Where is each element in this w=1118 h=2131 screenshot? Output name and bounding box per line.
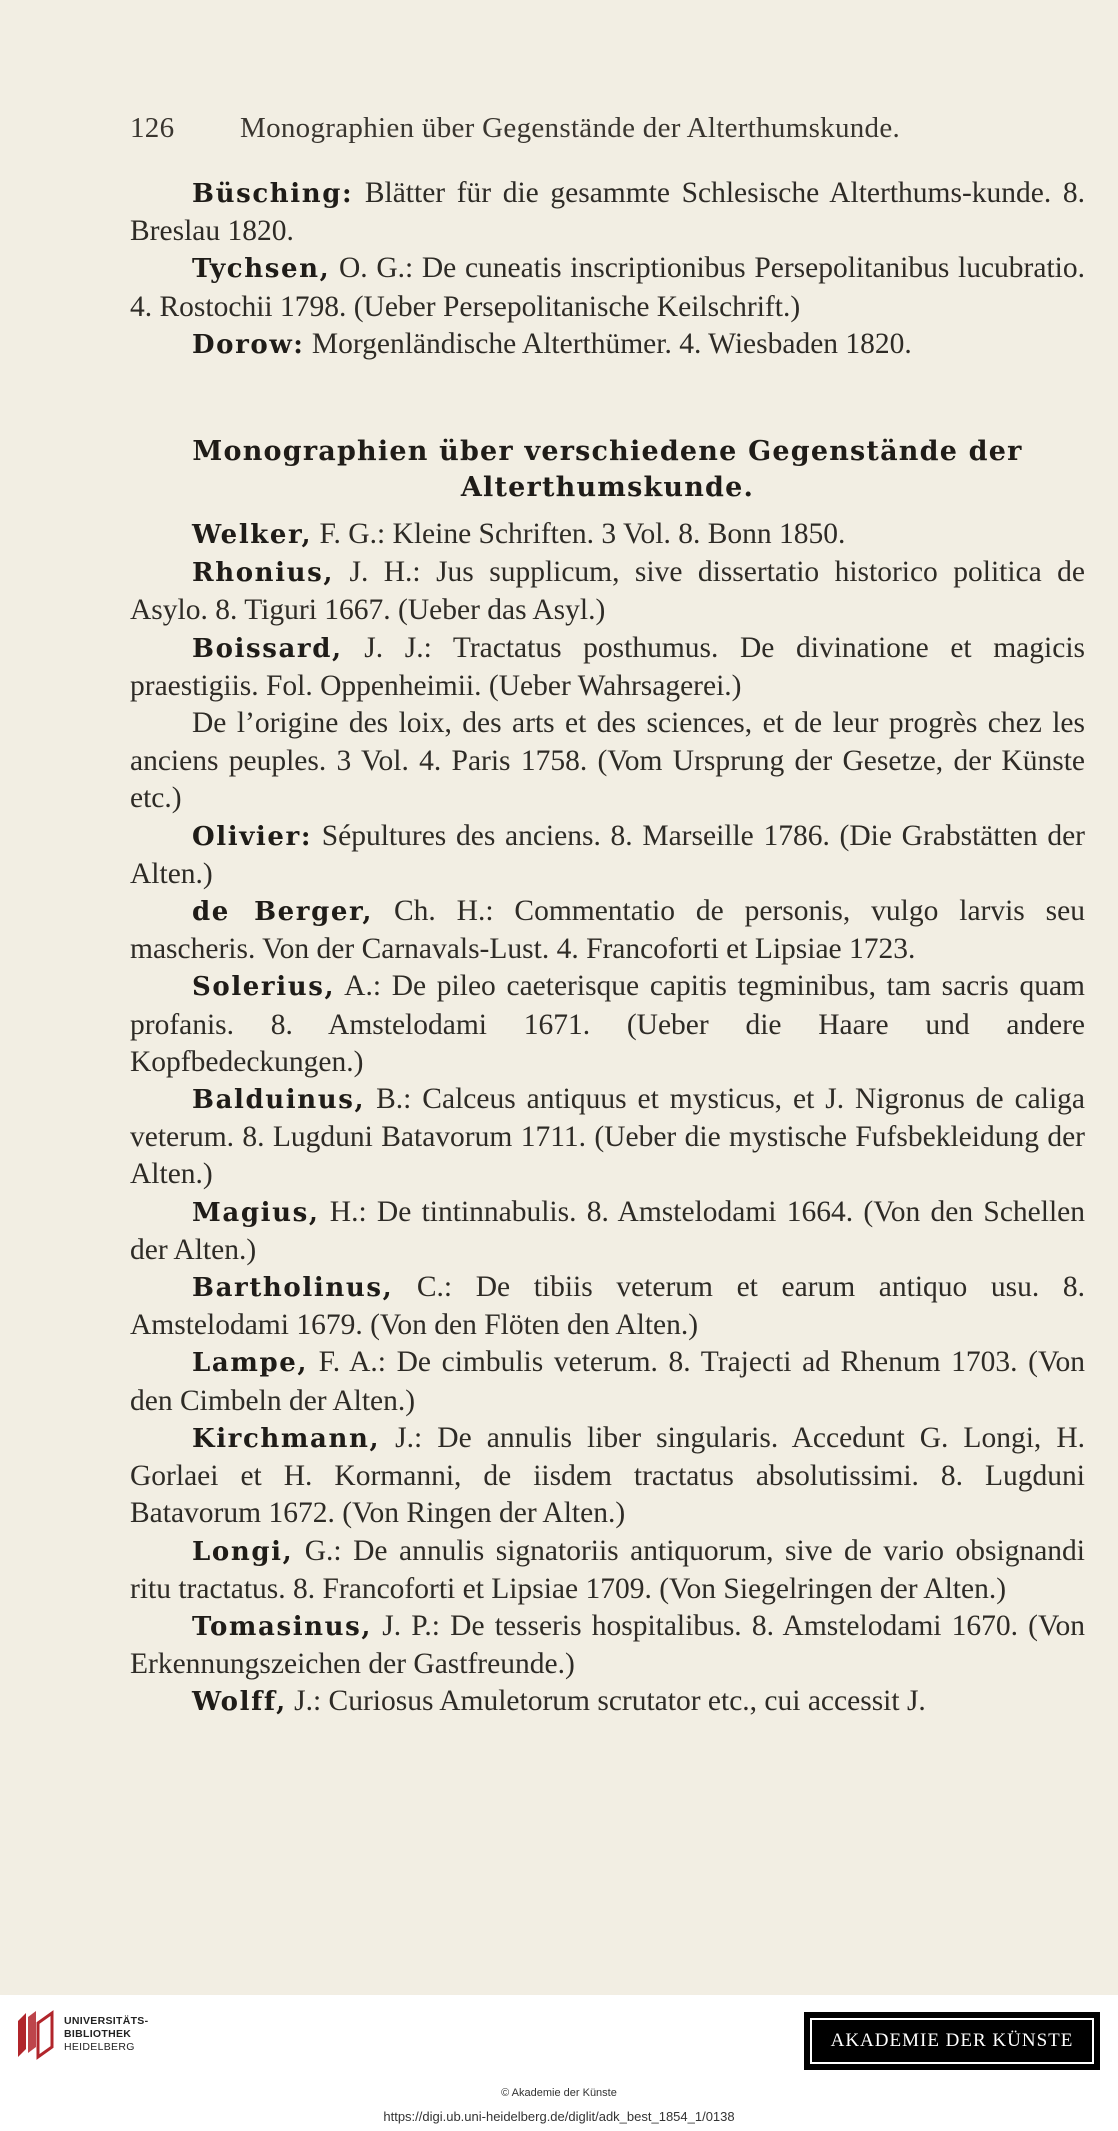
author-name: Magius, xyxy=(192,1197,320,1228)
library-line: UNIVERSITÄTS- xyxy=(64,2015,149,2027)
bibliography-entry xyxy=(130,705,1085,818)
bibliography-entry xyxy=(130,1269,1085,1344)
bibliography-entry xyxy=(130,1608,1085,1683)
author-name: Bartholinus, xyxy=(192,1273,394,1304)
author-name: Tychsen, xyxy=(192,254,331,285)
page-number: 126 xyxy=(130,112,175,144)
entry-text: J.: Curiosus Amuletorum scrutator etc., cui accessit J. xyxy=(286,1685,926,1718)
author-name: Longi, xyxy=(192,1536,294,1567)
section-heading: Monographien über verschiedene Gegenstände der Alterthumskunde. xyxy=(192,436,1023,504)
entry-text: C.: De tibiis veterum et earum antiquo usu. 8. Amstelodami 1679. (Von den Flöten den Alten.) xyxy=(130,1271,1085,1342)
author-name: de Berger, xyxy=(192,897,374,928)
source-url-link[interactable]: https://digi.ub.uni-heidelberg.de/diglit/adk_best_1854_1/0138 xyxy=(383,2109,735,2124)
entry-text: A.: De pileo caeterisque capitis tegminibus, tam sacris quam profanis. 8. Amstelodami 1671. (Ueber die Haare und andere Kopfbedeckungen.) xyxy=(130,970,1085,1078)
bibliography-entry xyxy=(130,893,1085,968)
bibliography-entry xyxy=(130,175,1085,250)
bibliography-entry xyxy=(130,818,1085,893)
entry-text: J. J.: Tractatus posthumus. De divinatione et magicis praestigiis. Fol. Oppenheimii. (Ueber Wahrsagerei.) xyxy=(130,631,1085,702)
bibliography-entry xyxy=(130,1683,1085,1721)
bibliography-entry xyxy=(130,968,1085,1081)
entry-text: Morgenländische Alterthümer. 4. Wiesbaden 1820. xyxy=(304,327,912,360)
copyright-notice: © Akademie der Künste xyxy=(501,2087,617,2099)
entry-text: De l’origine des loix, des arts et des sciences, et de leur progrès chez les anciens peuples. 3 Vol. 4. Paris 1758. (Vom Ursprung der Gesetze, der Künste etc.) xyxy=(130,707,1085,815)
entry-text: H.: De tintinnabulis. 8. Amstelodami 1664. (Von den Schellen der Alten.) xyxy=(130,1195,1085,1266)
entry-text: O. G.: De cuneatis inscriptionibus Persepolitanibus lucubratio. 4. Rostochii 1798. (Ueber Persepolitanische Keilschrift.) xyxy=(130,252,1085,323)
library-line: HEIDELBERG xyxy=(64,2041,135,2053)
library-name xyxy=(64,2015,148,2054)
bibliography-entry xyxy=(130,1081,1085,1194)
bibliography-entry xyxy=(130,554,1085,629)
entry-text: J. H.: Jus supplicum, sive dissertatio historico politica de Asylo. 8. Tiguri 1667. (Ueber das Asyl.) xyxy=(130,556,1085,627)
author-name: Solerius, xyxy=(192,972,336,1003)
bibliography-entry xyxy=(130,1344,1085,1419)
ub-heidelberg-icon xyxy=(14,2007,56,2063)
akademie-badge-label: AKADEMIE DER KÜNSTE xyxy=(810,2018,1094,2064)
entry-text: F. G.: Kleine Schriften. 3 Vol. 8. Bonn 1850. xyxy=(312,518,846,551)
body-text xyxy=(130,175,1085,1722)
author-name: Boissard, xyxy=(192,633,343,664)
bibliography-entry xyxy=(130,1420,1085,1533)
author-name: Büsching: xyxy=(192,179,354,209)
bibliography-entry xyxy=(130,1194,1085,1269)
entry-text: J. P.: De tesseris hospitalibus. 8. Amstelodami 1670. (Von Erkennungszeichen der Gastfreunde.) xyxy=(130,1609,1085,1681)
entry-text: F. A.: De cimbulis veterum. 8. Trajecti ad Rhenum 1703. (Von den Cimbeln der Alten.) xyxy=(130,1346,1085,1417)
bibliography-entry xyxy=(130,630,1085,705)
page-header xyxy=(130,112,1000,145)
author-name: Rhonius, xyxy=(192,558,335,589)
entry-text: Blätter für die gesammte Schlesische Alterthums-kunde. 8. Breslau 1820. xyxy=(130,177,1085,248)
bibliography-entry xyxy=(130,326,1085,364)
author-name: Kirchmann, xyxy=(192,1423,381,1454)
university-library-logo[interactable] xyxy=(14,2007,154,2069)
author-name: Tomasinus, xyxy=(192,1611,373,1642)
author-name: Welker, xyxy=(192,520,313,551)
running-title: Monographien über Gegenstände der Alterthumskunde. xyxy=(240,112,901,144)
bibliography-entry xyxy=(130,250,1085,325)
author-name: Wolff, xyxy=(192,1687,287,1718)
viewer-footer xyxy=(0,1995,1118,2131)
library-line: BIBLIOTHEK xyxy=(64,2028,132,2040)
author-name: Dorow: xyxy=(192,329,305,360)
entry-text: Sépultures des anciens. 8. Marseille 1786. (Die Grabstätten der Alten.) xyxy=(130,819,1085,890)
entry-text: G.: De annulis signatoriis antiquorum, sive de vario obsignandi ritu tractatus. 8. Francoforti et Lipsiae 1709. (Von Siegelringen der Alten.) xyxy=(130,1534,1085,1605)
entry-text: Ch. H.: Commentatio de personis, vulgo larvis seu mascheris. Von der Carnavals-Lust. 4. Francoforti et Lipsiae 1723. xyxy=(130,895,1085,966)
bibliography-entry xyxy=(130,516,1085,554)
entry-text: J.: De annulis liber singularis. Accedunt G. Longi, H. Gorlaei et H. Kormanni, de iisdem tractatus absolutissimi. 8. Lugduni Batavorum 1672. (Von Ringen der Alten.) xyxy=(130,1421,1085,1530)
author-name: Lampe, xyxy=(192,1348,309,1379)
author-name: Olivier: xyxy=(192,821,313,852)
bibliography-entry xyxy=(130,1533,1085,1608)
author-name: Balduinus, xyxy=(192,1085,366,1116)
entry-text: B.: Calceus antiquus et mysticus, et J. Nigronus de caliga veterum. 8. Lugduni Batavorum 1711. (Ueber die mystische Fufsbekleidung der Alten.) xyxy=(130,1083,1085,1191)
akademie-badge[interactable] xyxy=(804,2012,1100,2070)
